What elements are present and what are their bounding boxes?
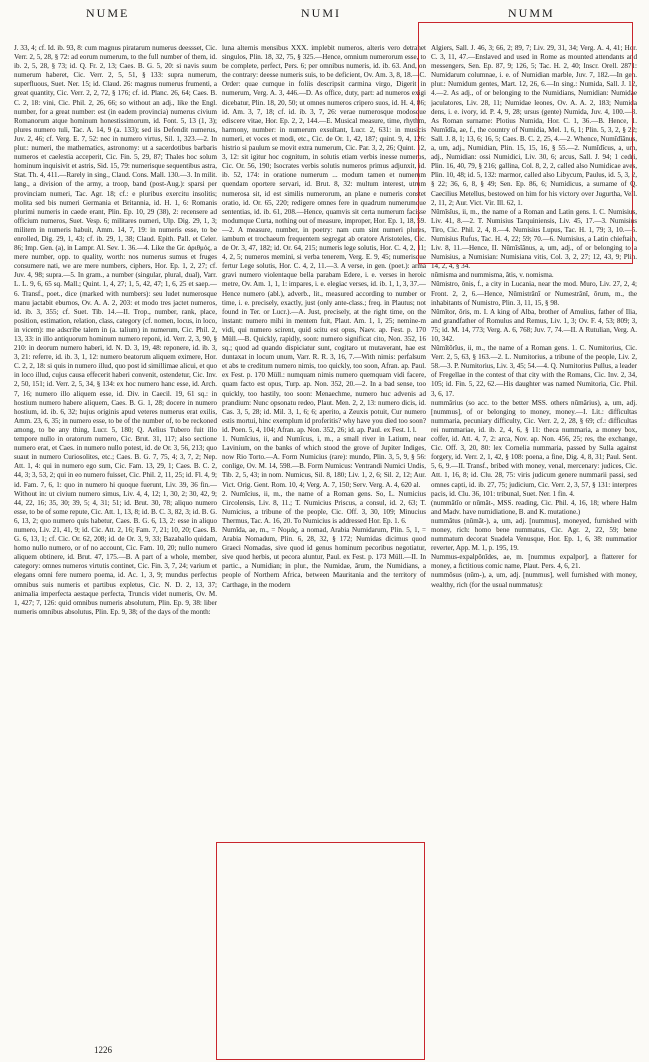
- entry-numitorius: Nŭmĭtōrĭus, ii, m., the name of a Roman gens. 1. C. Numitorius, Cic. Verr. 2, 5, 63, § 163.—2. L. Numitorius, a tribune of the people, Liv. 2, 58.—3. P. Numitorius, Liv. 3, 45; 54.—4. Q. Numitorius Pullus, a leader of Fregellae in the contest of that city with the Romans, Cic. Inv. 2, 34, 105; id. Fin. 5, 22, 62.—His daughter was named Numitoria, Cic. Phil. 3, 6, 17.: [431, 344, 637, 398]
- entry-numicius-2: 2. Numīcius, ii, m., the name of a Roman gens. So, L. Numicius Circolensis, Liv. 8, 11.; T. Numicius Priscus, a consul, id. 2, 63; T. Numicius, a tribune of the people, Cic. Off. 3, 30, 109; Minucius Thermus, Tac. A. 16, 20. To Numicius is addressed Hor. Ep. 1. 6.: [222, 489, 426, 525]
- column-left: [14, 44, 217, 1044]
- entry-nummatus: nummātus (nūmāt-), a, um, adj. [nummus], moneyed, furnished with money, rich: homo bene nummatus, Cic. Agr. 2, 22, 59; bene nummatum decorat Suadela Venusque, Hor. Ep. 1, 6, 38: nummatior reverter, App. M. 1, p. 195, 19.: [431, 516, 637, 553]
- entry-nummus-expalponides: Nummus-expalpōnĭdes, ae, m. [nummus expalpor], a flatterer for money, a fictitious comic name, Plaut. Pers. 4, 6, 21.: [431, 553, 637, 571]
- header-center: NUMI: [301, 6, 341, 20]
- entry-numida: Numĭda, ae, m., = Νομάς, a nomad, Arabia Numidarum, Plin. 5, 1, = Arabia Nomadum, Plin. 6, 28, 32, § 172; Numidas dicimus quod Graeci Nomadas, sive quod id genus hominum pecoribus negotiatur, sive quod herbis, ut pecora aluntur, Paul. ex Fest. p. 173 Müll.—II. In partic., a Numidian; in plur., the Numidae, ārum, the Numidians, a people of Northern Africa, between Mauritania and the territory of Carthage, in the modern: [222, 525, 426, 589]
- column-right: [431, 44, 637, 1060]
- entry-nummarius: nummārius (so acc. to the better MSS. others nūmārius), a, um, adj. [nummus], of or belonging to money, money.—I. Lit.: difficultas nummaria, pecuniary difficulty, Cic. Verr. 2, 2, 28, § 69; cf.: difficultas rei nummariae, id. ib. 2, 4, 6, § 11: theca nummaria, a money box, coffer, id. Att. 4, 7, 2: arca, Nov. ap. Non. 456, 25; res, the exchange, Cic. Off. 3, 20, 80: lex Cornelia nummaria, passed by Sulla against forgery, id. Verr. 2, 1, 42, § 108: poena, a fine, Dig. 4, 8, 31; Paul. Sent. 5, 6, 9.—II. Transf., bribed with money, venal, mercenary: judices, Cic. Att. 1, 16, 8; id. Clu. 28, 75: viris judicum genere nummarii passi, sed omnes capti, id. ib. 27, 75; judicium, Cic. Verr. 2, 3, 57, § 131: interpres pacis, id. Clu. 36, 101: tribunal, Suet. Ner. 1 fin. 4.: [431, 398, 637, 498]
- entry-numisma: nūmisma and nummisma, ătis, v. nomisma.: [431, 271, 554, 280]
- entry-text: luna alternis mensibus XXX. implebit numeros, alteris vero detrahet singulos, Plin. 18, 32, 75, § 325.—Hence, omnium numerorum esse, to be complete, perfect, Pers. 6; per omnibus numeris, id. ib. 63. And, on the contrary: deesse numeris suis, to be deficient, Ov. Am. 3, 8, 18.—C. Order: quae cumque in foliis descripsit carmina virgo, Digerit in numerum, Verg. A. 3, 446.—D. As office, duty, part: ad numeros exigi dicebatur, Plin. 18, 20, 50; ut omnes numeros cripero suos, id. H. 4, 86; id. Am. 3, 7, 18; cf. id. ib. 3, 7, 26: verae numerosque modosque ediscere vitae, Hor. Ep. 2, 2, 144.—E. Musical measure, time, rhythm, harmony, number: in numerum exsultant, Lucr. 2, 631: in musicis numeri, et voces et modi, etc., Cic. de Or. 1, 42, 187; quint. 9, 4, 126: histrio si paulum se movit extra numerum, Cic. Par. 3, 2, 26; Quint. 12, 3, 12: sit igitur hoc cognitum, in solutis etiam verbis inesse numeros, Cic. Or. 56, 190; Isocrates verbis solutis numeros primus adjunxit, id. ib. 52, 174: in oratione numerum ... modum tamen et numerum quendam oportere servari, id. Brut. 8, 32: multum interest, utrum numerosa sit, id est similis numerorum, an plane e numeris constet oratio, id. Or. 65, 220; redigere omnes fere in quadrum numerumque sententias, id. ib. 61, 208.—Hence, quamvis sit certa numerum facisse modumque Curta, nothing out of measure, improper, Hor. Ep. 1, 18, 59.—2. A measure, number, in poetry: nam cum sint numeri plures, iambum et trochaeum frequentem segregat ab oratore Aristoteles, Cic. de Or. 3, 47, 182; id. Or. 64, 215; numeris lege solutis, Hor. C. 4, 2, 11; 4, 2, 5; numeros memini, si verba tenerem, Verg. E. 9, 45; numerisque fertur Lege solutis, Hor. C. 4, 2, 11.—3. A verse, in gen. (poet.): arma gravi numero violentaque bella parabam Edere, i. e. verses in heroic metre, Ov. Am. 1, 1, 1: impares, i. e. elegiac verses, id. ib. 1, 1, 3, 37.—Hence numero (abl.), adverb., lit., measured according to number or time, i. e. precisely, exactly, just (only ante-class.; freq. in Plautus; not found in Ter. or Lucr.).—A. Just, precisely, at the right time, on the instant: numero mihi in mentem fuit, Plaut. Am. 1, 1, 25; nemine-m vidi, qui numero scirent, quid scitu est opus, Naev. ap. Fest. p. 170 Müll.—B. Quickly, rapidly, soon: numero significat cito, Non. 352, 16 sq.; quod ad quando dispiciatur sunt, cogitaro ut mutaverant, hae est duntaxat in locum unum, Varr. R. R. 3, 16, 7.—With nimis: perfalsum et abs te creditum numero nimis, too quickly, too soon, Afran. ap. Paul. ex Fest. p. 170 Müll.: numquam nimis numero quemquam vidi facere, quam facto est opus, Turp. ap. Non. 352, 20.—2. In a bad sense, too quickly, too hastily, too soon: Menaechme, numero huc advenis ad prandium: Nunc opsonatu redeo, Plaut. Men. 2, 2, 13: numero dicis, id. Cas. 3, 5, 28; id. Mil. 3, 1, 6; 6; aperito, a Zeuxis potuit, Cur numero estis mortui, hinc exemplum id proferitis? why have you died too soon? id. Poen. 5, 4, 104; Afran. ap. Non. 352, 26; id. ap. Paul. ex Fest. l. l.: [222, 44, 426, 434]
- entry-numitor: Nŭmĭtor, ōris, m. I. A king of Alba, brother of Amulius, father of Ilia, and grandfather of Romulus and Remus, Liv. 1, 3; Ov. F. 4, 53; 809; 3, 75; id. M. 14, 773; Verg. A. 6, 768; Juv. 7, 74.—II. A Rutulian, Verg. A. 10, 342.: [431, 307, 637, 343]
- entry-text: J. 33, 4; cf. Id. ib. 93, 8: cum magnus piratarum numerus deessset, Cic. Verr. 2, 5, 28, § 72: ad eorum numerum, to the full number of them, id. ib. 2, 5, 28, § 73; id. Q. Fr. 2, 13; Caes. B. G. 5, 20: si navis suum numerum haberet, Cic. Verr. 2, 5, 51, § 133: supra numerum, superfluous, Suet. Ner. 15; id. Claud. 26: magnus numerus frumenti, a great quantity, Cic. Verr. 2, 2, 72, § 176; cf. id. Planc. 26, 64; Caes. B. C. 2, 18: vini, Cic. Phil. 2, 26, 66; so without an adj., like the Engl. number, for a great number: est (in eadem provincia) numerus civium Romanorum atque hominum honestissimorum, id. Font. 5, 13 (1, 3); plures numero tuli, Tac. A. 14, 9 (a. 133); sed iis Defendit numerus, Juv. 2, 46; cf. Verg. E. 7, 52: nec in numero virtus, Sil. 1, 323.—2. In plur.: numeri, the mathematics, astronomy: ut a sacerdotibus barbaris numeros et caelestia acceperit, Cic. Fin. 5, 29, 87; Thales hoc solum hominum inquisivit et astris, Sid. 15, 79: numerisque sequentibus astra, Stat. Th. 4, 411.—Rarely in sing., Claud. Cons. Mall. 130.—3. In milit. lang., a division of the army, a troop, band (post-Aug.): sparsi per provinciam numeri, Tac. Agr. 18; cf.: e pluribus exercitu insolitis; molita sed bis numeri Germania et Britannia, id. H. 1, 6: Romanis plurimi numeris in caede erant, Plin. Ep. 10, 29 (38), 2: recensere ad officium numeros, Suet. Vesp. 6; militares numeri, Ulp. Dig. 29, 1, 3; militem in numeris habuit, Amm. 14, 7, 19: in numeris esse, to be enrolled, Dig. 29, 1, 43; cf. ib. 29, 1, 38; Claud. Epith. Pall. et Celer. 86; Imp. Gen. (a), in Lampr. Al. Sev. 1. 36.—4. Like the Gr. ἀριθμός, a mere number, opp. to quality, worth: nos numerus sumus et fruges consumere nati, we are mere numbers, ciphers, Hor. Ep. 1, 2, 27; cf. Juv. 4, 98; supra.—5. In gram., a number (singular, plural, dual), Varr. L. L. 9, 6, 65 sq. Mall.; Quint. 1, 4, 27; 1, 5, 42, 47; 1, 6, 25 et saep.—6. Transf., poet., dice (marked with numbers): seu ludet numerosque manu jactabit eburnos, Ov. A. A. 2, 203: et modo tres jactet numeros, id. ib. 3, 355; cf. Suet. Tib. 14.—II. Trop., number, rank, place, position, estimation, relation, class, category (cf. nomen, locus, in loco, in vicem): me adscribe talem in (a. talium) in numerum, Cic. Phil. 2, 13, 33: in illo antiquorum hominum numero reponi, id. Verr. 2, 3, 90, § 210: in deorum numero haberi, id. N. D. 3, 19, 48: reponere, id. ib. 3, 3, 21: referre, id. ib. 3, 1, 12: numero beatorum aliquem eximere, Hor. C. 2, 2, 18: si quis in numero illud, quo post id simillimae alicui, et quo in loco illud, cujus causa effecerit haberi convenit, ostendetur, Cic. Inv. 2, 50, 151; id. Verr. 2, 5, 34, § 134: ex hoc numero hanc esse, id. Arch. 7, 16; numero illo aliquem esse, id. Div. in Caecil. 19, 61 sq.: in hostium numero habere aliquem, Caes. B. G. 1, 28; docere in numero hostium, id. ib. 6, 32; hujus originis apud veteres numerus erat exilis, Amm. 23, 6, 35; in numero esse, to be of the number of, to be reckoned among, to be any thing, Lucr. 5, 180; Q. Aelius Tubero fuit illo tempore nullo in oratorum numero, Cic. Brut. 31, 117; also sectione numero erat, et Caes. in numero nullo potest, id. de Or. 3, 56, 213; quo suaut in numero Curiosolites, etc.; Caes. B. G. 7, 75, 4; 3, 7, 2; Nep. Att. 1, 4: qui in numero ego sum, Cic. Fam. 13, 29, 1; Caes. B. C. 2, 44, 3; 3, 53, 2; qui in eo numero fuisset, Cic. Phil. 2, 11, 25; id. Fl. 4, 9; id. Fam. 7, 6, 1: quo in numero hi quoque fuerunt, Liv. 39, 36 fin.—Without in: ut civium numero simus, Liv. 4, 4, 12; 1, 30, 2; 30, 42, 9; 44, 22, 16; 35, 30; 39, 5; 4, 31; 51; id. Brut. 30, 78; aliquo numero esse, to be of some repute, Cic. Att. 1, 13, 8; id. B. C. 3, 82, 3; id. B. G. 6, 13, 2; quo numero quis habetur, Caes. B. G. 6, 13, 2: esse in aliquo numero, Liv. 21, 41, 9; id. Cic. Att. 2, 16; Fam. 7, 21; 10, 20; Caes. B. G. 6, 13, 1; cf. Cic. Or. 62, 208; id. de Or. 3, 9, 33; Bazaballo quidam, homo nullo numero, or of no account, Cic. Fam. 10, 20; nullo numero aliquem obtinere, id. Brut. 47, 175.—B. A part of a whole, member, category: omnes numeros virtutis continet, Cic. Fin. 3, 7, 24; varium et elegans omni fere numero poema, id. Ac. 1, 3, 9; mundus perfectus omnibus suis numeris et partibus expletus, Cic. N. D. 2, 13, 37; animalia imperfecta aestaque perfecta, Truncis videt numeris, Ov. M. 1, 427; 7, 126: quid omnibus numeris absolutum, Plin. Ep. 9, 38: liber numeris omnibus absolutus, Plin. Ep. 9, 38; of the days of the month:: [14, 44, 217, 616]
- entry-nummatio: (nummātĭo or nūmāt-, MSS. reading, Cic. Phil. 4, 16, 18; where Halm and Madv. have numidiatione, B. and K. mutatione.): [431, 498, 637, 516]
- entry-numistro: Nūmistro, ōnis, f., a city in Lucania, near the mod. Muro, Liv. 27, 2, 4; Front. 2, 2, 6.—Hence, Nūmistrānī or Numestrānī, ōrum, m., the inhabitants of Numistro, Plin. 3, 11, 15, § 98.: [431, 280, 637, 307]
- header-right: NUMM: [508, 6, 555, 20]
- entry-numida-cont: Algiers, Sall. J. 46, 3; 66, 2; 89, 7; Liv. 29, 31, 34; Verg. A. 4, 41; Hor. C. 3, 11, 47.—Enslaved and used in Rome as mounted attendants and messengers, Sen. Ep. 87, 9; 126, 5; Tac. H. 2, 40; Inscr. Orell. 2871: Numidarum columnae, i. e. of Numidian marble, Juv. 7, 182.—In gen. plur.: Numidum gentes, Mart. 12, 26, 6.—In sing.: Numida, Sall. J. 12, 4.—2. As adj., of or belonging to the Numidians, Numidian: Numidae jaculatores, Liv. 28, 11; Numidae leones, Ov. A. A. 2, 183; Numida dens, i. e. ivory, id. P. 4, 9, 28; ursus (gente) Numida, Juv. 4, 100.—3. As Roman surname: Plotius Numida, Hor. C. 1, 36.—B. Hence, 1. Numĭdĭa, ae, f., the country of Numidia, Mel. 1, 6, 1; Plin. 5, 3, 2, § 22; Sall. J. 8, 1; 13, 6; 16, 5; Caes. B. C. 2, 25, 4.—2. Whence, Numĭdĭānus, a, um, adj., Numidian, Plin. 15, 15, 16, § 55.—2. Numĭdĭcus, a, um, adj., Numidian: ossi Numidici, Liv. 30, 6; arcus, Sall. J. 94; 1 cedri, Plin. 16, 40, 79, § 216; gallina, Col. 8, 2, 2, called also Numidicae aves, Plin. 10, 48; id. 5, 132: marmor, called also Libycum, Paulus, id. 5, 3, 2, § 22; 36, 6, 8, § 49; Sen. Ep. 86, 6; Numidicus, a surname of Q. Caecilius Metellus, bestowed on him for his victory over Jugurtha, Vell. 2, 11, 2; Aur. Vict. Vir. Ill. 62, 1.: [431, 44, 637, 207]
- page-number: 1226: [94, 1045, 112, 1055]
- entry-nummosus: nummōsus (nūm-), a, um, adj. [nummus], well furnished with money, wealthy, rich (for the usual nummatus):: [431, 571, 637, 589]
- entry-numicius-1: 1. Numīcius, ii, and Numīcus, i, m., a small river in Latium, near Lavinium, on the banks of which stood the grove of Jupiter Indiges, now Rio Torto.—A. Form Numicius (rare): mundo, Plin. 3, 5, 9, § 56: conlige, Ov. M. 14, 598.—B. Form Numicus: Ventrandi Numici Undis, Tib. 2, 5, 43; in nom. Numicus, Sil. 8, 180; Liv. 1, 2, 6; Sil. 2, 12; Aur. Vict. Orig. Gent. Rom. 10, 4; Verg. A. 7, 150; Serv. Verg. A. 4, 620 al.: [222, 435, 426, 489]
- entry-numisius: Nūmĭsĭus, ii, m., the name of a Roman and Latin gens. I. C. Numisius, Liv. 41, 8.—2. T. Numisius Tarquiniensis, Liv. 45, 17.—3. Numisius Tiro, Cic. Phil. 2, 4, 8.—4. Numisius Lupus, Tac. H. 1, 79; 3, 10.—5. Numisius Rufus, Tac. H. 4, 22; 59; 70.—6. Numisius, a Latin chieftain, Liv. 8, 11.—Hence, II. Nūmĭsĭānus, a, um, adj., of or belonging to a Numisius, a Numisian: Numisiana vitis, Col. 3, 2, 27; 12, 43, 9; Plin. 14, 2, 4, § 34.: [431, 207, 637, 271]
- header-left: NUME: [86, 6, 130, 20]
- column-center: [222, 44, 426, 1060]
